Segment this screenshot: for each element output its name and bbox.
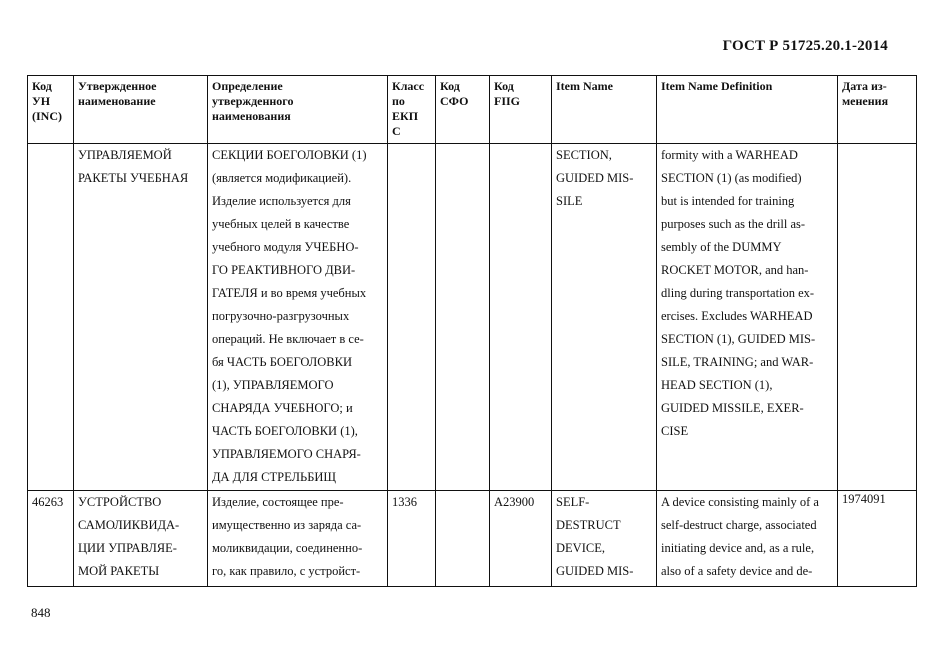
col-header-inc: Код УН (INC) [28, 76, 74, 144]
page-number: 848 [31, 605, 51, 620]
cell-item-definition: formity with a WARHEAD SECTION (1) (as modified) but is intended for training purposes such as the drill as- sembly of the DUMMY ROCKET MOTOR, and han- dling during transportation ex- ercises. Excludes WARHEAD SECTION (1), GUIDED MIS- SILE, TRAINING; and WAR- HEAD SECTION (1), GUIDED MISSILE, EXER- CISE [657, 144, 838, 491]
cell-date: 1974091 [838, 491, 917, 587]
col-header-sfo: Код СФО [436, 76, 490, 144]
cell-fiig [490, 144, 552, 491]
cell-fiig: A23900 [490, 491, 552, 587]
col-header-item-definition: Item Name Definition [657, 76, 838, 144]
table-row [28, 491, 917, 587]
cell-inc: 46263 [28, 491, 74, 587]
cell-class: 1336 [388, 491, 436, 587]
table-header-row [28, 76, 917, 144]
cell-item-name: SELF- DESTRUCT DEVICE, GUIDED MIS- [552, 491, 657, 587]
cell-item-definition: A device consisting mainly of a self-destruct charge, associated initiating device and, as a rule, also of a safety device and de- [657, 491, 838, 587]
cell-date [838, 144, 917, 491]
cell-definition: СЕКЦИИ БОЕГОЛОВКИ (1) (является модификацией). Изделие используется для учебных целей в качестве учебного модуля УЧЕБНО- ГО РЕАКТИВНОГО ДВИ- ГАТЕЛЯ и во время учебных погрузочно-разгрузочных операций. Не включает в се- бя ЧАСТЬ БОЕГОЛОВКИ (1), УПРАВЛЯЕМОГО СНАРЯДА УЧЕБНОГО; и ЧАСТЬ БОЕГОЛОВКИ (1), УПРАВЛЯЕМОГО СНАРЯ- ДА ДЛЯ СТРЕЛЬБИЩ [208, 144, 388, 491]
cell-sfo [436, 491, 490, 587]
col-header-definition: Определение утвержденного наименования [208, 76, 388, 144]
document-code: ГОСТ Р 51725.20.1-2014 [722, 38, 888, 54]
cell-definition: Изделие, состоящее пре- имущественно из заряда са- моликвидации, соединенно- го, как правило, с устройст- [208, 491, 388, 587]
col-header-item-name: Item Name [552, 76, 657, 144]
cell-approved-name: УСТРОЙСТВО САМОЛИКВИДА- ЦИИ УПРАВЛЯЕ- МОЙ РАКЕТЫ [74, 491, 208, 587]
col-header-fiig: Код FIIG [490, 76, 552, 144]
cell-class [388, 144, 436, 491]
cell-approved-name: УПРАВЛЯЕМОЙ РАКЕТЫ УЧЕБНАЯ [74, 144, 208, 491]
col-header-date: Дата из- менения [838, 76, 917, 144]
cell-item-name: SECTION, GUIDED MIS- SILE [552, 144, 657, 491]
item-name-table [27, 75, 917, 587]
col-header-approved-name: Утвержденное наименование [74, 76, 208, 144]
cell-inc [28, 144, 74, 491]
table-row [28, 144, 917, 491]
col-header-class: Класс по ЕКП С [388, 76, 436, 144]
cell-sfo [436, 144, 490, 491]
